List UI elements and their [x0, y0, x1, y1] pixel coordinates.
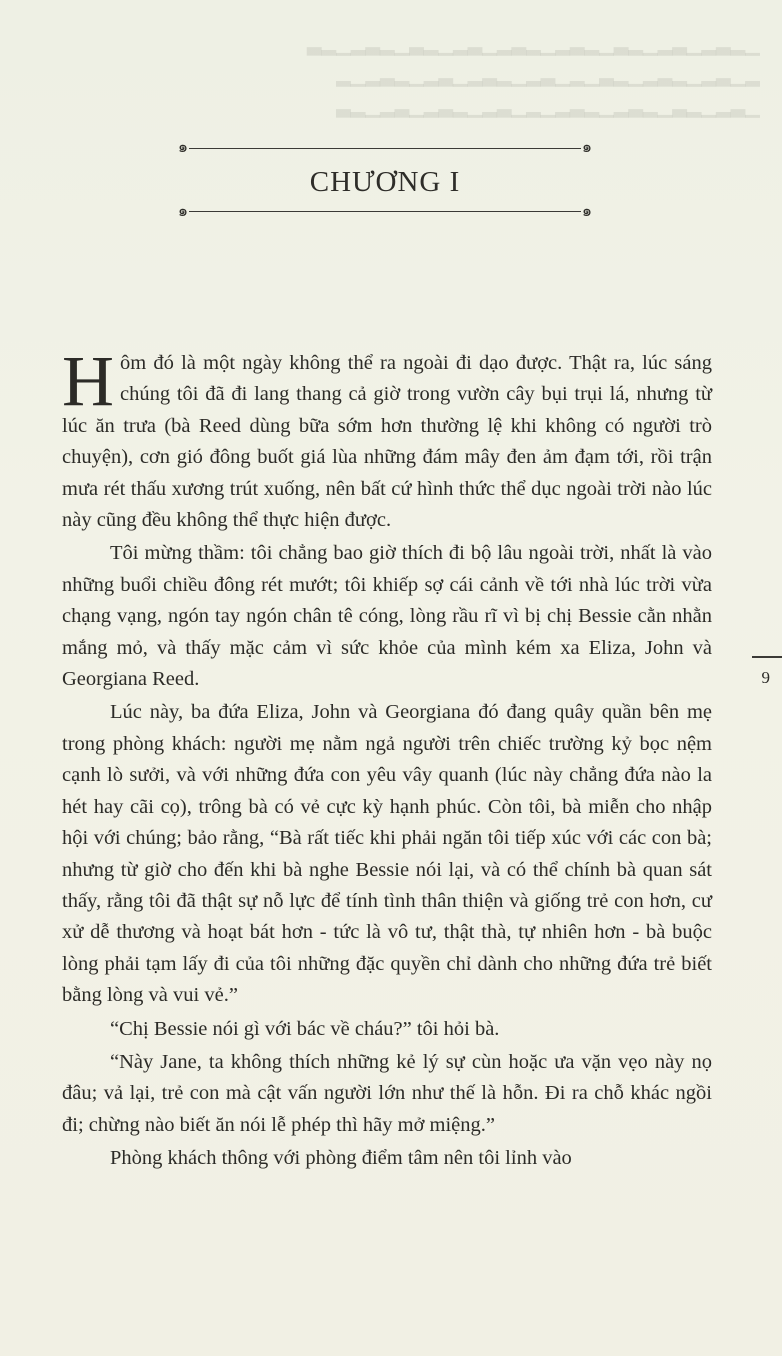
page-number: 9	[761, 668, 770, 687]
chapter-title: CHƯƠNG I	[309, 166, 461, 198]
paragraph-6: Phòng khách thông với phòng điểm tâm nên tôi lỉnh vào	[110, 1147, 572, 1170]
ornament-curl-icon: ๑	[581, 139, 593, 156]
ornament-curl-icon: ๑	[177, 139, 189, 156]
page-number-rule	[752, 656, 782, 658]
chapter-heading	[175, 138, 595, 222]
ornament-curl-icon: ๑	[581, 203, 593, 220]
heading-rule-bottom	[189, 211, 581, 212]
paragraph-1	[62, 341, 712, 536]
chapter-body	[62, 341, 712, 1175]
heading-rule-top	[189, 148, 581, 149]
paragraph-5: “Này Jane, ta không thích những kẻ lý sự cùn hoặc ưa vặn vẹo này nọ đâu; vả lại, trẻ con mà cật vấn người lớn như thế là hỗn. Đi ra chỗ khác ngồi đi; chừng nào biết ăn nói lễ phép thì hãy mở miệng.”	[62, 1050, 712, 1136]
paragraph-2: Tôi mừng thầm: tôi chẳng bao giờ thích đi bộ lâu ngoài trời, nhất là vào những buổi chiều đông rét mướt; tôi khiếp sợ cái cảnh về tới nhà lúc trời vừa chạng vạng, ngón tay ngón chân tê cóng, lòng rầu rĩ vì bị chị Bessie cằn nhằn mắng mỏ, và thấy mặc cảm vì sức khỏe của mình kém xa Eliza, John và Georgiana Reed.	[62, 542, 712, 691]
paragraph-3: Lúc này, ba đứa Eliza, John và Georgiana đó đang quây quần bên mẹ trong phòng khách: người mẹ nằm ngả người trên chiếc trường kỷ bọc nệm cạnh lò sưởi, và với những đứa con yêu vây quanh (lúc này chẳng đứa nào la hét hay cãi cọ), trông bà có vẻ cực kỳ hạnh phúc. Còn tôi, bà miễn cho nhập hội với chúng; bảo rằng, “Bà rất tiếc khi phải ngăn tôi tiếp xúc với các con bà; nhưng từ giờ cho đến khi bà nghe Bessie nói lại, và có thể chính bà quan sát thấy, rằng tôi đã thật sự nỗ lực để tính tình thân thiện và giống trẻ con hơn, cư xử dễ thương và hoạt bát hơn - tức là vô tư, thật thà, tự nhiên hơn - bà buộc lòng phải tạm lấy đi của tôi những đặc quyền chỉ dành cho những đứa trẻ biết bằng lòng và vui vẻ.”	[62, 701, 712, 1007]
ornament-curl-icon: ๑	[177, 203, 189, 220]
drop-cap: H	[62, 341, 114, 421]
paragraph-4: “Chị Bessie nói gì với bác về cháu?” tôi hỏi bà.	[110, 1017, 500, 1040]
paragraph-1-text: ôm đó là một ngày không thể ra ngoài đi dạo được. Thật ra, lúc sáng chúng tôi đã đi lang thang cả giờ trong vườn cây bụi trụi lá, nhưng từ lúc ăn trưa (bà Reed dùng bữa sớm hơn thường lệ khi không có người trò chuyện), cơn gió đông buốt giá lùa những đám mây đen ảm đạm tới, rồi trận mưa rét thấu xương trút xuống, nên bất cứ hình thức thể dục ngoài trời nào lúc này cũng đều không thể thực hiện được.	[62, 352, 712, 532]
bleed-through-texture: ▁▂▃▂▁▃▂▁▂▃▁▂▃▂▁▂▃▂▁▃▂▁▂▃▁▂▃▂▁▂▃ ▂▁▃▂▁▂▃▂▁▂▃▁▂▁▃▂▁▂▃▂▁▃▂▁▂▃▂▁▂ ▁▃▂▁▂▃▁▂▃▂▁▂▃▂▁▂▁▃▂▁▂▃▂▁▃▂▁▂▃	[307, 35, 760, 118]
